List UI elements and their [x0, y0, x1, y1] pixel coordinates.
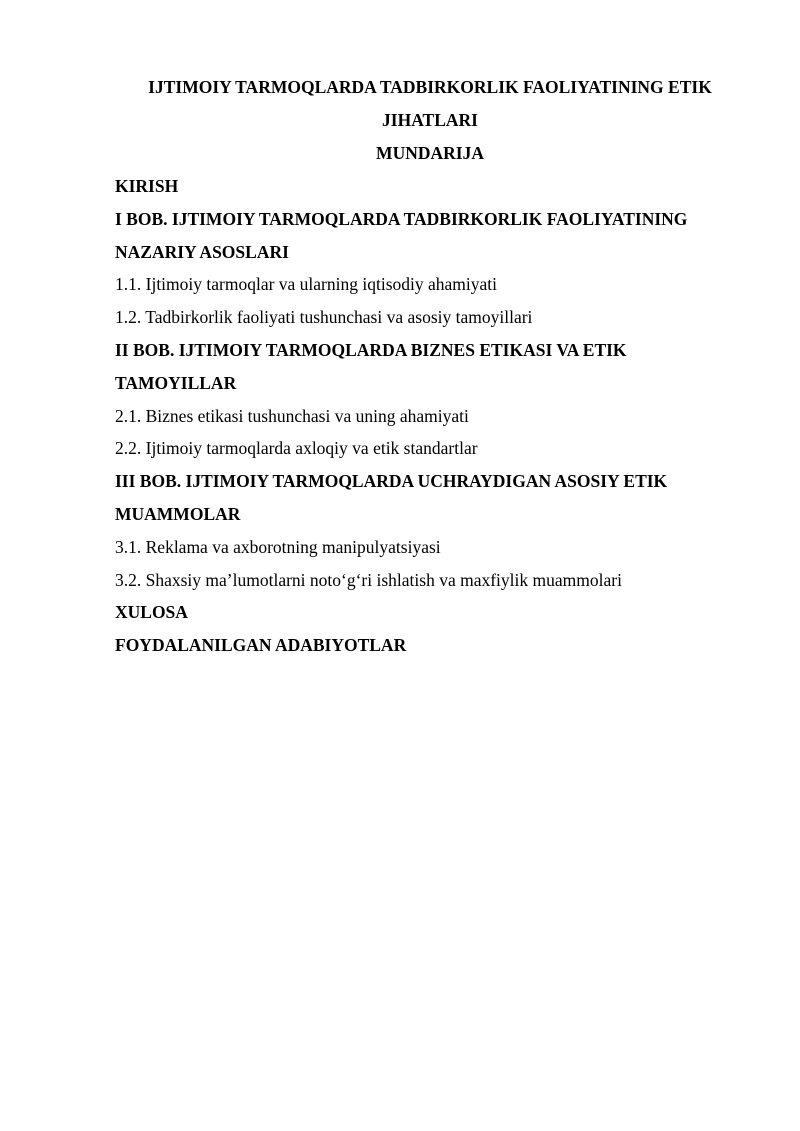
- toc-subsection-entry: 3.1. Reklama va axborotning manipulyatsiyasi: [115, 536, 441, 557]
- toc-heading-entry: MUAMMOLAR: [115, 503, 241, 524]
- toc-heading-entry: KIRISH: [115, 176, 179, 196]
- contents-heading: MUNDARIJA: [376, 143, 484, 163]
- toc-subsection-entry: 2.1. Biznes etikasi tushunchasi va uning ahamiyati: [115, 405, 469, 426]
- toc-heading-entry: NAZARIY ASOSLARI: [115, 241, 289, 262]
- toc-subsection-entry: 2.2. Ijtimoiy tarmoqlarda axloqiy va etik standartlar: [115, 438, 478, 459]
- toc-subsection-entry: 3.2. Shaxsiy ma’lumotlarni noto‘g‘ri ishlatish va maxfiylik muammolari: [115, 569, 622, 590]
- document-title: [115, 71, 745, 137]
- toc-subsection-entry: 1.2. Tadbirkorlik faoliyati tushunchasi va asosiy tamoyillari: [115, 307, 533, 328]
- toc-subsection-entry: 1.1. Ijtimoiy tarmoqlar va ularning iqtisodiy ahamiyati: [115, 274, 498, 295]
- toc-heading-entry: FOYDALANILGAN ADABIYOTLAR: [115, 635, 407, 656]
- toc-heading-entry: I BOB. IJTIMOIY TARMOQLARDA TADBIRKORLIK FAOLIYATINING: [115, 208, 688, 229]
- toc-heading-entry: II BOB. IJTIMOIY TARMOQLARDA BIZNES ETIKASI VA ETIK: [115, 339, 627, 360]
- toc-heading-entry: III BOB. IJTIMOIY TARMOQLARDA UCHRAYDIGAN ASOSIY ETIK: [115, 471, 668, 492]
- table-of-contents: [115, 170, 755, 662]
- document-title-line-2: JIHATLARI: [382, 110, 478, 130]
- toc-heading-entry: XULOSA: [115, 602, 188, 623]
- toc-heading-entry: TAMOYILLAR: [115, 372, 237, 393]
- document-title-line-1: IJTIMOIY TARMOQLARDA TADBIRKORLIK FAOLIYATINING ETIK: [148, 77, 712, 97]
